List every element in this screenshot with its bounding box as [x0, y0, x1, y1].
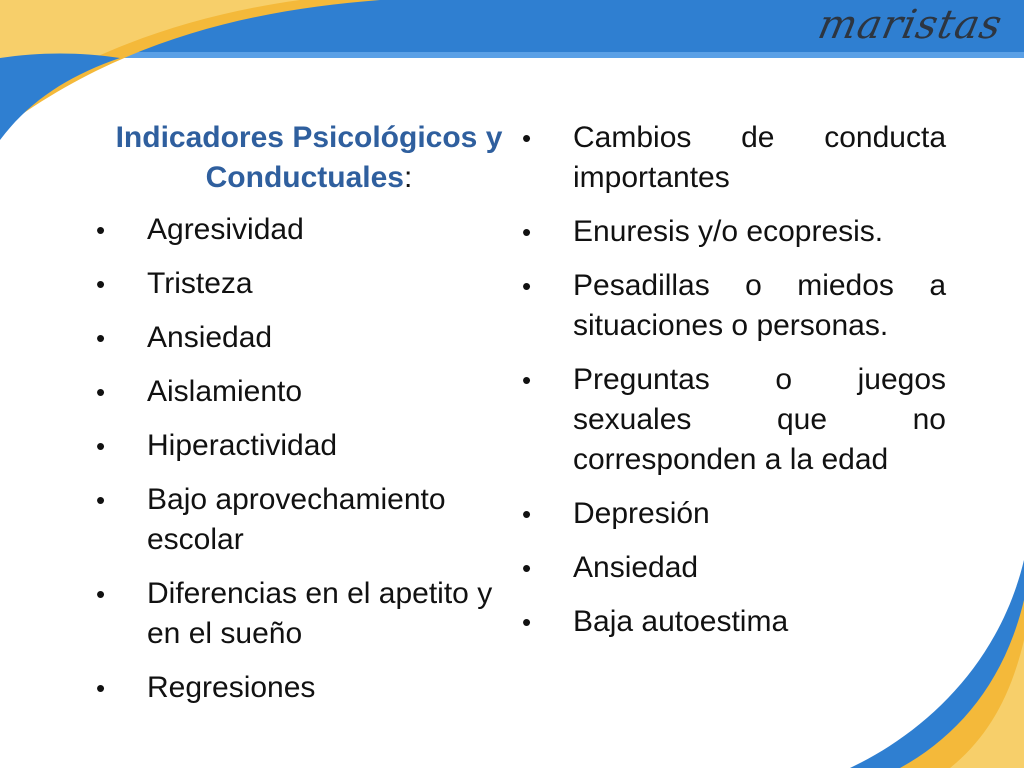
- bullet-icon: •: [96, 323, 106, 353]
- list-item-text: Regresiones: [147, 671, 316, 704]
- bullet-icon: •: [96, 269, 106, 299]
- list-item-text: Pesadillas o miedos a situaciones o personas.: [573, 269, 946, 342]
- bullet-icon: •: [96, 431, 106, 461]
- maristas-logo: maristas: [814, 2, 1007, 48]
- list-item-text: Baja autoestima: [573, 605, 789, 638]
- bullet-icon: •: [522, 553, 532, 583]
- bullet-icon: •: [96, 579, 106, 609]
- list-item: [92, 426, 512, 466]
- list-item-text: Enuresis y/o ecopresis.: [573, 215, 884, 248]
- bullet-icon: •: [522, 123, 532, 153]
- heading-colon: :: [404, 161, 413, 194]
- list-item-text: Diferencias en el apetito y en el sueño: [147, 577, 493, 650]
- right-bullet-list: [518, 118, 946, 642]
- bullet-icon: •: [522, 607, 532, 637]
- list-item: [518, 266, 946, 346]
- list-item: [92, 668, 512, 708]
- list-item-text: Hiperactividad: [147, 429, 338, 462]
- list-item-text: Aislamiento: [147, 375, 303, 408]
- list-item: [518, 360, 946, 480]
- left-column: [92, 118, 512, 722]
- list-item-text: Agresividad: [147, 213, 304, 246]
- list-item: [92, 372, 512, 412]
- section-heading: [92, 118, 512, 198]
- list-item-text: Preguntas o juegos sexuales que no corresponden a la edad: [573, 363, 946, 476]
- list-item: [518, 212, 946, 252]
- bullet-icon: •: [522, 217, 532, 247]
- right-column: [518, 118, 946, 656]
- list-item: [518, 494, 946, 534]
- list-item: [92, 480, 512, 560]
- list-item: [92, 574, 512, 654]
- list-item: [518, 118, 946, 198]
- list-item: [92, 318, 512, 358]
- list-item-text: Depresión: [573, 497, 710, 530]
- bullet-icon: •: [522, 499, 532, 529]
- bullet-icon: •: [96, 673, 106, 703]
- left-bullet-list: [92, 210, 512, 708]
- bullet-icon: •: [96, 215, 106, 245]
- list-item: [518, 602, 946, 642]
- list-item-text: Cambios de conducta importantes: [573, 121, 946, 194]
- bullet-icon: •: [522, 365, 532, 395]
- bullet-icon: •: [522, 271, 532, 301]
- list-item: [92, 210, 512, 250]
- list-item: [518, 548, 946, 588]
- list-item-text: Tristeza: [147, 267, 253, 300]
- list-item: [92, 264, 512, 304]
- bullet-icon: •: [96, 377, 106, 407]
- list-item-text: Ansiedad: [573, 551, 699, 584]
- list-item-text: Bajo aprovechamiento escolar: [147, 483, 446, 556]
- heading-text: Indicadores Psicológicos y Conductuales: [115, 121, 503, 194]
- list-item-text: Ansiedad: [147, 321, 273, 354]
- bullet-icon: •: [96, 485, 106, 515]
